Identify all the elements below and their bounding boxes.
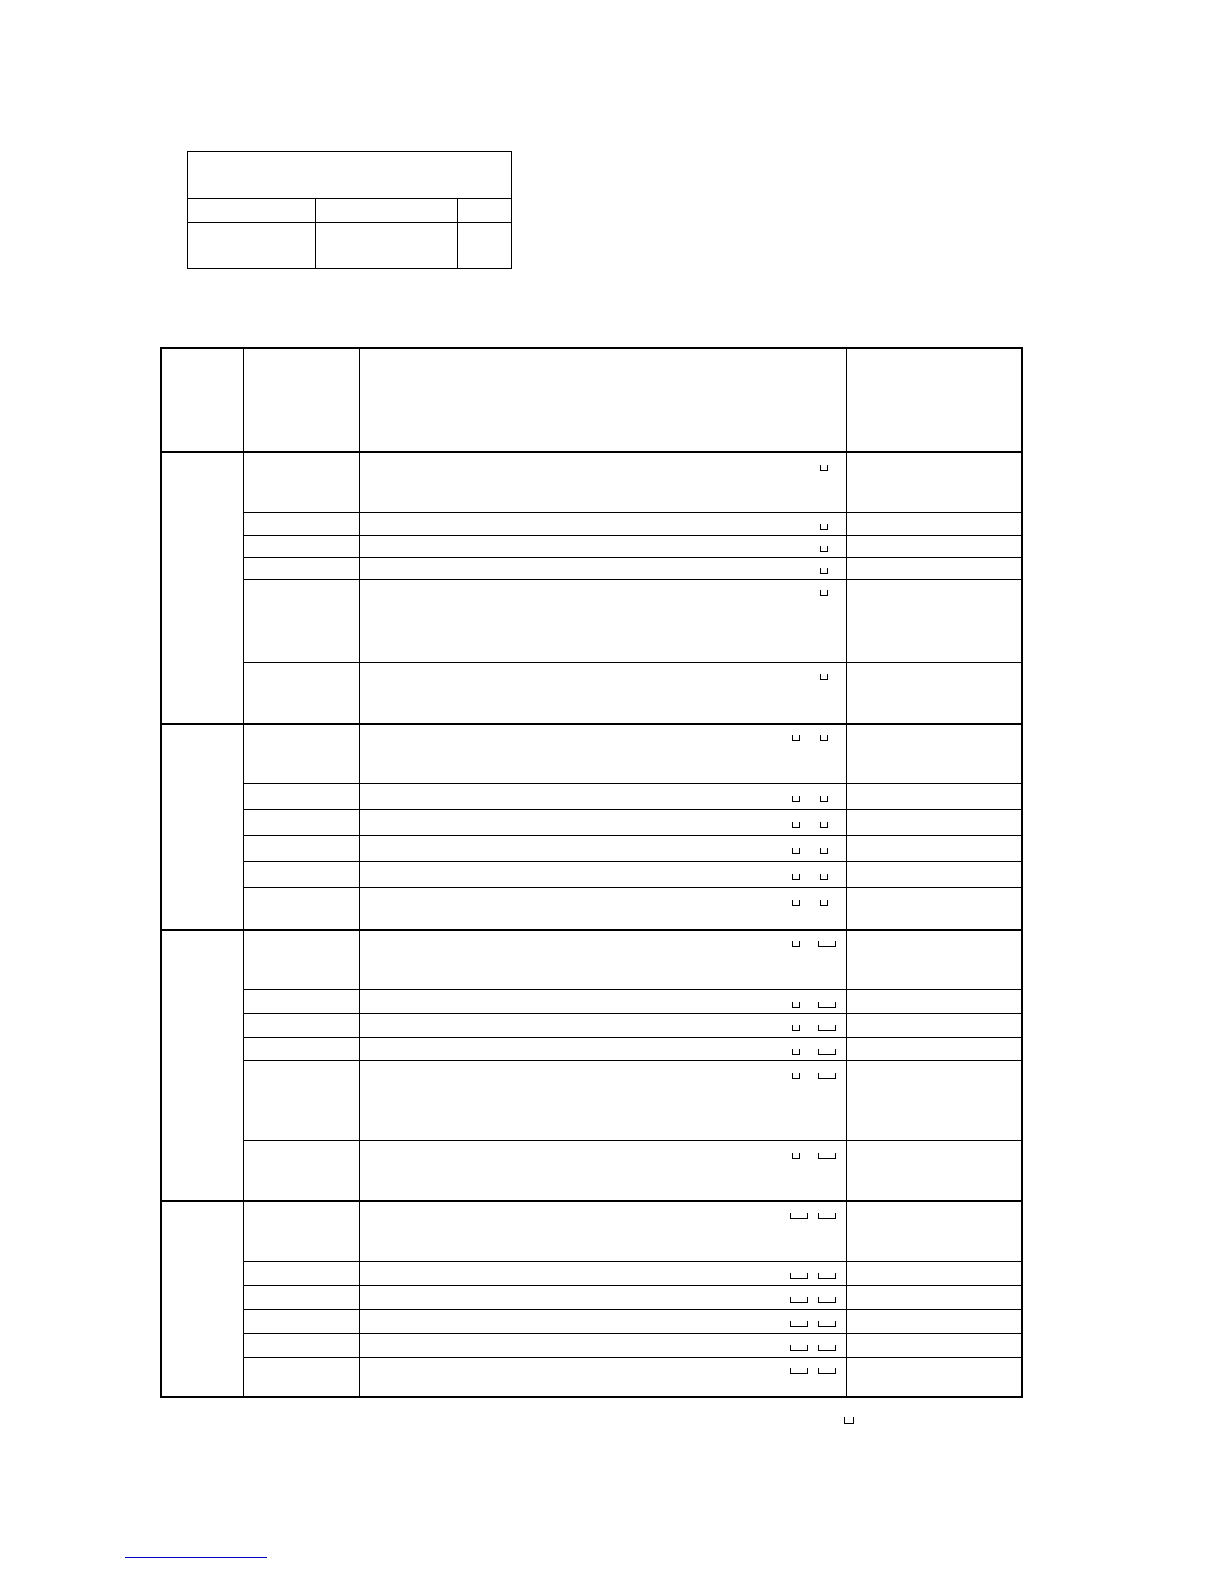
space-marker-icon xyxy=(790,1345,808,1351)
space-marker-icon xyxy=(820,524,828,530)
space-marker-icon xyxy=(792,1025,800,1031)
space-marker-icon xyxy=(792,1153,800,1159)
space-marker-icon xyxy=(818,1368,836,1374)
space-marker-icon xyxy=(792,874,800,880)
space-marker-icon xyxy=(792,1049,800,1055)
row-divider xyxy=(243,1037,1021,1038)
space-marker-icon xyxy=(790,1213,808,1219)
row-divider xyxy=(243,512,1021,513)
header-info-table xyxy=(187,151,512,269)
space-marker-icon xyxy=(790,1368,808,1374)
space-marker-icon xyxy=(818,941,836,947)
space-marker-icon xyxy=(820,848,828,854)
space-marker-icon xyxy=(820,796,828,802)
space-marker-icon xyxy=(790,1273,808,1279)
row-divider xyxy=(243,1060,1021,1061)
space-marker-icon xyxy=(792,848,800,854)
space-marker-icon xyxy=(792,796,800,802)
row-divider xyxy=(243,1309,1021,1310)
space-marker-icon xyxy=(790,1321,808,1327)
space-marker-icon xyxy=(818,1213,836,1219)
row-divider xyxy=(243,662,1021,663)
row-divider xyxy=(243,579,1021,580)
row-divider xyxy=(243,809,1021,810)
space-marker-icon xyxy=(818,1345,836,1351)
column-divider xyxy=(846,349,847,1396)
space-marker-icon xyxy=(792,1073,800,1079)
row-divider xyxy=(243,783,1021,784)
space-marker-icon xyxy=(820,590,828,596)
space-marker-icon xyxy=(792,941,800,947)
space-marker-icon xyxy=(818,1025,836,1031)
footer-link[interactable] xyxy=(125,1557,267,1558)
main-form-table xyxy=(160,347,1023,1398)
row-divider xyxy=(243,1261,1021,1262)
space-marker-icon xyxy=(792,822,800,828)
header-row-divider xyxy=(162,451,1021,453)
row-divider xyxy=(243,1333,1021,1334)
space-marker-icon xyxy=(820,674,828,680)
space-marker-icon xyxy=(792,900,800,906)
row-divider xyxy=(243,861,1021,862)
space-marker-icon xyxy=(820,900,828,906)
space-marker-icon xyxy=(818,1153,836,1159)
space-marker-icon xyxy=(820,546,828,552)
space-marker-icon xyxy=(818,1073,836,1079)
space-marker-icon xyxy=(818,1297,836,1303)
space-marker-icon xyxy=(818,1273,836,1279)
row-divider xyxy=(243,1013,1021,1014)
space-marker-icon xyxy=(844,1417,854,1424)
row-divider xyxy=(243,557,1021,558)
space-marker-icon xyxy=(790,1297,808,1303)
group-divider xyxy=(162,929,1021,931)
space-marker-icon xyxy=(820,568,828,574)
group-divider xyxy=(162,1200,1021,1202)
header-table-column-divider xyxy=(457,198,458,268)
row-divider xyxy=(243,1140,1021,1141)
row-divider xyxy=(243,835,1021,836)
header-table-divider xyxy=(188,222,511,223)
group-divider xyxy=(162,723,1021,725)
row-divider xyxy=(243,989,1021,990)
space-marker-icon xyxy=(818,1321,836,1327)
header-table-divider xyxy=(188,198,511,199)
space-marker-icon xyxy=(820,874,828,880)
header-table-column-divider xyxy=(315,198,316,268)
row-divider xyxy=(243,535,1021,536)
row-divider xyxy=(243,887,1021,888)
row-divider xyxy=(243,1357,1021,1358)
space-marker-icon xyxy=(820,735,828,741)
column-divider xyxy=(359,349,360,1396)
space-marker-icon xyxy=(792,735,800,741)
space-marker-icon xyxy=(792,1002,800,1008)
space-marker-icon xyxy=(818,1002,836,1008)
row-divider xyxy=(243,1285,1021,1286)
column-divider xyxy=(243,349,244,1396)
space-marker-icon xyxy=(818,1049,836,1055)
space-marker-icon xyxy=(820,465,828,471)
space-marker-icon xyxy=(820,822,828,828)
